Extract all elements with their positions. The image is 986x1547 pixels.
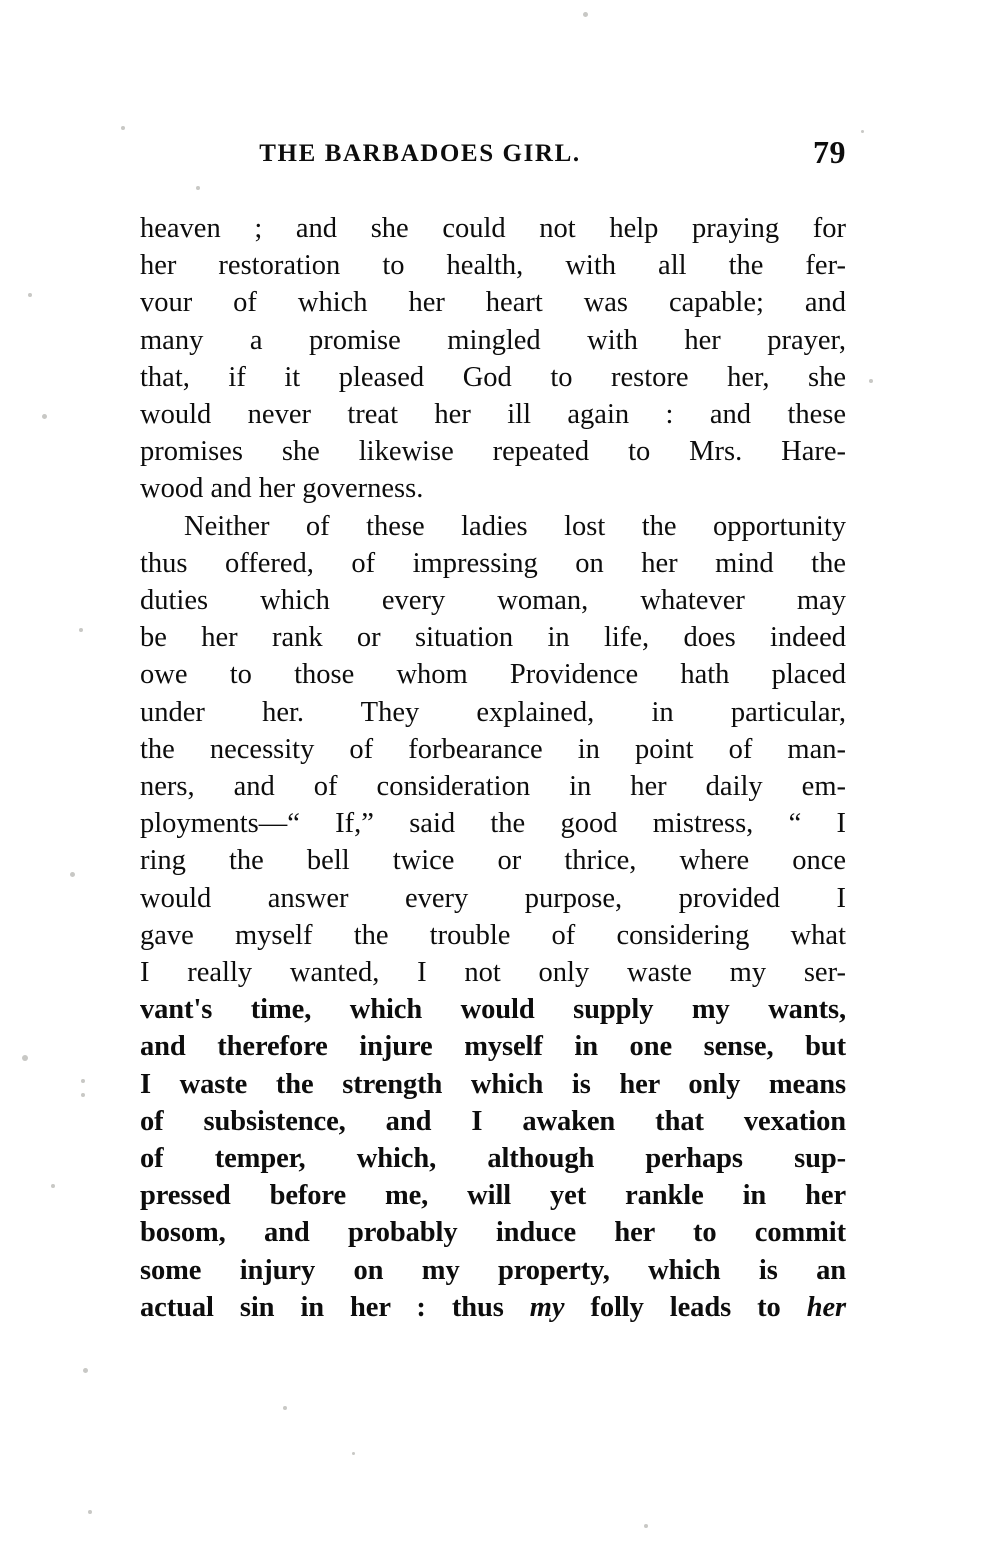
text-line: of temper, which, although perhaps sup- xyxy=(140,1143,846,1175)
scan-speck xyxy=(583,12,588,17)
text-line: be her rank or situation in life, does indeed xyxy=(140,622,846,654)
text-line: and therefore injure myself in one sense, but xyxy=(140,1031,846,1063)
text-line: many a promise mingled with her prayer, xyxy=(140,324,846,356)
text-line xyxy=(140,1289,846,1326)
text-line: pressed before me, will yet rankle in her xyxy=(140,1180,846,1212)
text-line: I really wanted, I not only waste my ser- xyxy=(140,957,846,989)
scan-speck xyxy=(42,414,47,419)
text-line: owe to those whom Providence hath placed xyxy=(140,659,846,691)
text-line: bosom, and probably induce her to commit xyxy=(140,1217,846,1249)
text-line: that, if it pleased God to restore her, she xyxy=(140,361,846,393)
text-line: wood and her governess. xyxy=(140,473,424,505)
text-line: vour of which her heart was capable; and xyxy=(140,287,846,319)
text-line: I waste the strength which is her only means xyxy=(140,1068,846,1100)
page-number: 79 xyxy=(813,134,846,170)
text-line: gave myself the trouble of considering what xyxy=(140,919,846,951)
text-line: ners, and of consideration in her daily em- xyxy=(140,771,846,803)
emphasis-word: my xyxy=(529,1291,565,1323)
text-line-content: Neither of these ladies lost the opportunity xyxy=(184,510,846,542)
scan-speck xyxy=(70,872,75,877)
scan-speck xyxy=(22,1055,28,1061)
scan-speck xyxy=(121,126,125,130)
text-line: thus offered, of impressing on her mind the xyxy=(140,547,846,579)
scan-speck xyxy=(79,628,83,632)
scan-speck xyxy=(196,186,200,190)
text-line: would never treat her ill again : and these xyxy=(140,399,846,431)
text-line xyxy=(140,508,846,545)
text-line: vant's time, which would supply my wants, xyxy=(140,994,846,1026)
paragraph-1 xyxy=(140,210,846,508)
page-body xyxy=(140,210,846,1326)
text-line: under her. They explained, in particular, xyxy=(140,696,846,728)
text-line: promises she likewise repeated to Mrs. Hare- xyxy=(140,436,846,468)
text-line: heaven ; and she could not help praying for xyxy=(140,213,846,244)
scan-speck xyxy=(869,379,873,383)
scan-speck xyxy=(51,1184,55,1188)
scan-speck xyxy=(28,293,32,297)
text-line: ring the bell twice or thrice, where once xyxy=(140,845,846,877)
text-line: her restoration to health, with all the fer- xyxy=(140,250,846,282)
text-line: of subsistence, and I awaken that vexation xyxy=(140,1105,846,1137)
scan-speck xyxy=(88,1510,92,1514)
text-line-content: actual sin in her : thus xyxy=(140,1291,530,1323)
paragraph-2 xyxy=(140,508,846,1326)
text-line: would answer every purpose, provided I xyxy=(140,882,846,914)
text-line-content: folly leads to xyxy=(564,1291,807,1323)
scan-speck xyxy=(81,1079,85,1083)
scan-speck xyxy=(861,130,864,133)
emphasis-word: her xyxy=(806,1291,846,1323)
page-header xyxy=(140,134,846,180)
text-line: duties which every woman, whatever may xyxy=(140,585,846,617)
scan-speck xyxy=(83,1368,88,1373)
scan-speck xyxy=(644,1524,648,1528)
text-line: the necessity of forbearance in point of man- xyxy=(140,733,846,765)
text-line: ployments—“ If,” said the good mistress, “ I xyxy=(140,808,846,840)
scan-speck xyxy=(352,1452,355,1455)
running-head-title: THE BARBADOES GIRL. xyxy=(259,140,581,167)
scan-speck xyxy=(81,1093,85,1097)
scan-speck xyxy=(283,1406,287,1410)
text-line: some injury on my property, which is an xyxy=(140,1254,846,1286)
